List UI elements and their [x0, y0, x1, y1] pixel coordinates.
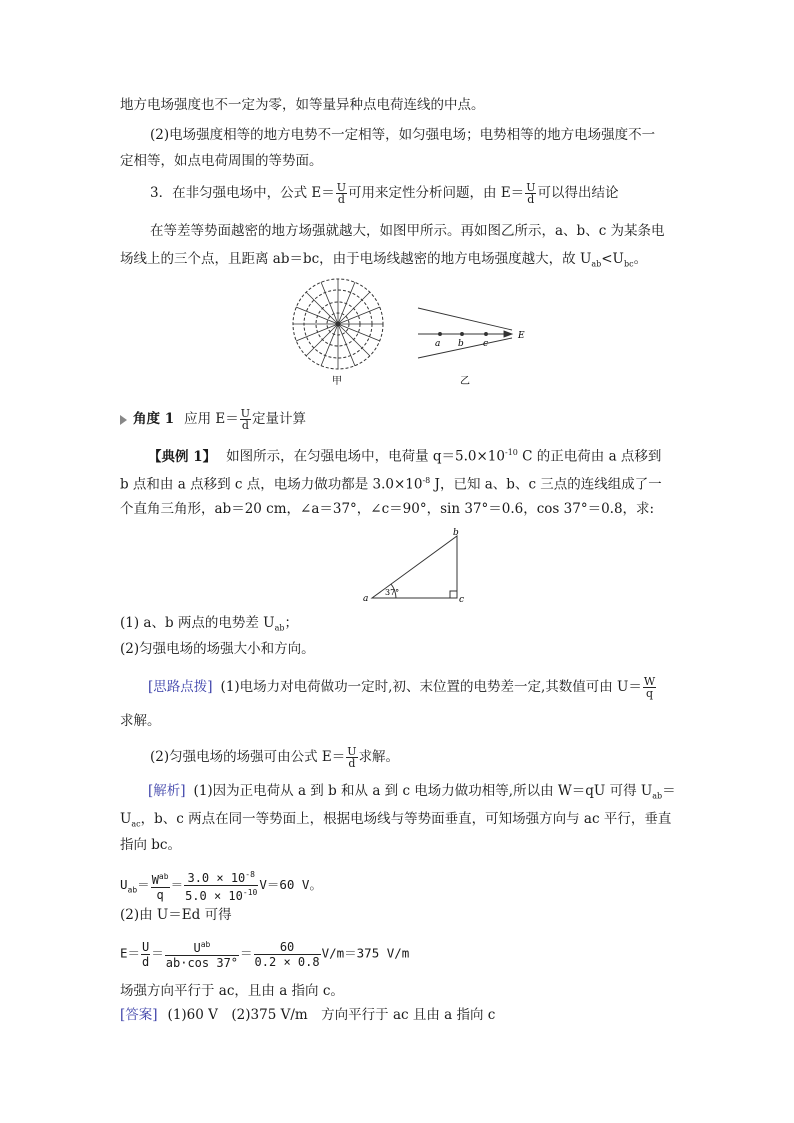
superscript: ab: [158, 871, 169, 881]
text: C 的正电荷由 a 点移到: [517, 448, 662, 465]
text: 5.0 × 10: [185, 889, 243, 903]
numerator: U: [336, 181, 347, 194]
vertex-c: c: [459, 595, 465, 605]
vertex-a: a: [363, 594, 369, 604]
solution-line: 指向 bc。: [120, 837, 181, 853]
right-triangle-figure: [362, 526, 472, 606]
label-b: b: [458, 339, 464, 349]
label-c: c: [483, 339, 489, 349]
para-line: 在等差等势面越密的地方场强就越大，如图甲所示。再如图乙所示，a、b、c 为某条电: [150, 223, 665, 239]
figure-jia: [293, 279, 383, 369]
text: 定量计算: [252, 411, 307, 427]
para-line: (2)电场强度相等的地方电势不一定相等，如匀强电场；电势相等的地方电场强度不一: [150, 127, 656, 143]
hint-line: 求解。: [120, 713, 161, 729]
numerator: [165, 938, 239, 956]
denominator: d: [527, 193, 535, 206]
solution-line: 场强方向平行于 ac，且由 a 指向 c。: [120, 983, 344, 999]
question-1: [120, 614, 298, 638]
subscript: ab: [652, 791, 663, 801]
para-line: [120, 250, 647, 274]
fraction-Wab-over-q: [151, 870, 170, 902]
text: (1) a、b 两点的电势差 U: [120, 615, 275, 631]
text: (2)匀强电场的场强可由公式 E＝: [150, 749, 346, 765]
subscript: ac: [131, 819, 141, 829]
text: J，已知 a、b、c 三点的连线组成了一: [430, 476, 662, 493]
solution-line: [148, 782, 676, 806]
text: ＝: [137, 877, 150, 892]
example-line: [120, 472, 662, 494]
superscript: -10: [242, 888, 258, 897]
triangle-bullet-icon: [120, 415, 127, 425]
text: V＝60 V。: [259, 877, 322, 892]
point-charge: [336, 322, 340, 326]
text: 3.0 × 10: [187, 871, 246, 885]
numerator: U: [526, 181, 536, 194]
example-line: [148, 444, 661, 466]
example-line: 个直角三角形，ab＝20 cm，∠a＝37°，∠c＝90°，sin 37°＝0.6，cos 37°＝0.8，求:: [120, 501, 655, 517]
figure-yi: [418, 308, 512, 358]
heading-label: 角度 1: [133, 411, 175, 427]
section-heading: [120, 408, 306, 431]
subscript: ab: [274, 623, 285, 633]
text: ，b、c 两点在同一等势面上，根据电场线与等势面垂直，可知场强方向与 ac 平行，垂直: [140, 811, 672, 827]
question-2: (2)匀强电场的场强大小和方向。: [120, 641, 315, 657]
fraction-U-over-d: [525, 182, 536, 205]
fraction-U-over-d: [336, 182, 347, 205]
text: U: [120, 877, 128, 892]
text: 求解。: [358, 749, 400, 765]
label-E: E: [518, 331, 525, 341]
caption-jia: 甲: [332, 376, 342, 387]
solution-line: [120, 810, 671, 834]
calc-line-2: [120, 938, 409, 970]
denominator: q: [156, 887, 164, 902]
point-a: [439, 333, 442, 336]
subscript: bc: [623, 259, 634, 269]
text: V/m＝375 V/m: [321, 945, 410, 961]
answer-tag: [答案]: [120, 1007, 158, 1023]
superscript: -8: [245, 870, 255, 879]
arrow-head: [504, 331, 512, 337]
text: 。: [633, 251, 648, 267]
text: <U: [601, 251, 624, 267]
text: ＝: [662, 783, 676, 799]
denominator: d: [348, 757, 356, 770]
field-line: [418, 338, 512, 358]
angle-label: 37°: [385, 588, 400, 597]
denominator: 0.2 × 0.8: [254, 954, 320, 969]
para-line-formula: [150, 182, 618, 205]
subscript: ab: [127, 885, 138, 895]
denominator: d: [337, 193, 345, 206]
text: ＝: [170, 877, 184, 892]
fraction-W-over-q: [643, 676, 656, 699]
point-c: [485, 333, 488, 336]
numerator: U: [240, 407, 251, 420]
text: U: [120, 811, 132, 827]
denominator: ab·cos 37°: [165, 956, 239, 970]
numerator: W: [643, 675, 656, 688]
fraction-U-over-d: [240, 408, 251, 431]
numerator: U: [142, 939, 150, 954]
numerator: U: [347, 745, 357, 758]
text: ＝: [240, 945, 253, 961]
fraction-U-over-d: [346, 746, 357, 769]
numerator: [184, 868, 258, 886]
fraction-U-over-d: [141, 940, 150, 969]
text: (1)电场力对电荷做功一定时,初、末位置的电势差一定,其数值可由 U＝: [220, 679, 642, 695]
numerator: [151, 870, 170, 888]
text: 如图所示，在匀强电场中，电荷量 q＝5.0×10: [226, 448, 505, 465]
text: 应用 E＝: [184, 411, 239, 427]
right-angle-mark: [450, 591, 457, 598]
hint-line: [148, 676, 657, 699]
text: U: [193, 941, 201, 955]
caption-yi: 乙: [460, 376, 470, 387]
solution-line: (2)由 U＝Ed 可得: [120, 907, 232, 923]
solution-tag: [解析]: [148, 783, 186, 799]
hint-line: [150, 746, 399, 769]
superscript: ab: [200, 940, 211, 949]
label-a: a: [435, 339, 441, 349]
fraction-Uab-over-abcos: [165, 938, 239, 970]
subscript: ab: [591, 259, 602, 269]
text: 可以得出结论: [537, 185, 619, 201]
superscript: -8: [422, 476, 431, 485]
denominator: d: [142, 954, 150, 969]
field-line: [418, 308, 512, 330]
fraction-numeric: [184, 868, 258, 903]
text: W: [151, 872, 159, 887]
point-b: [461, 333, 464, 336]
calc-line-1: [120, 868, 322, 903]
vertex-b: b: [453, 528, 459, 538]
text: 可用来定性分析问题，由 E＝: [348, 185, 525, 201]
hint-tag: [思路点拨]: [148, 679, 213, 695]
para-line: 地方电场强度也不一定为零，如等量异种点电荷连线的中点。: [120, 97, 485, 113]
text: (1)因为正电荷从 a 到 b 和从 a 到 c 电场力做功相等,所以由 W＝qU 可得 U: [193, 783, 653, 799]
fraction-numeric: [254, 940, 321, 969]
denominator: q: [646, 687, 654, 700]
text: b 点和由 a 点移到 c 点，电场力做功都是 3.0×10: [120, 476, 423, 493]
para-line: 定相等，如点电荷周围的等势面。: [120, 153, 323, 169]
text: E＝: [120, 945, 141, 961]
text: 场线上的三个点，且距离 ab＝bc，由于电场线越密的地方电场强度越大，故 U: [120, 251, 592, 267]
text: 3．在非匀强电场中，公式 E＝: [150, 185, 335, 201]
text: ；: [284, 615, 298, 631]
example-tag: 【典例 1】: [148, 448, 217, 465]
text: ＝: [151, 945, 164, 961]
answer-text: (1)60 V (2)375 V/m 方向平行于 ac 且由 a 指向 c: [167, 1007, 496, 1023]
denominator: [184, 886, 258, 903]
field-diagram-figure: [290, 278, 550, 390]
answer-line: [120, 1006, 495, 1024]
superscript: -10: [505, 448, 518, 457]
numerator: 60: [254, 940, 321, 955]
denominator: d: [241, 419, 249, 432]
